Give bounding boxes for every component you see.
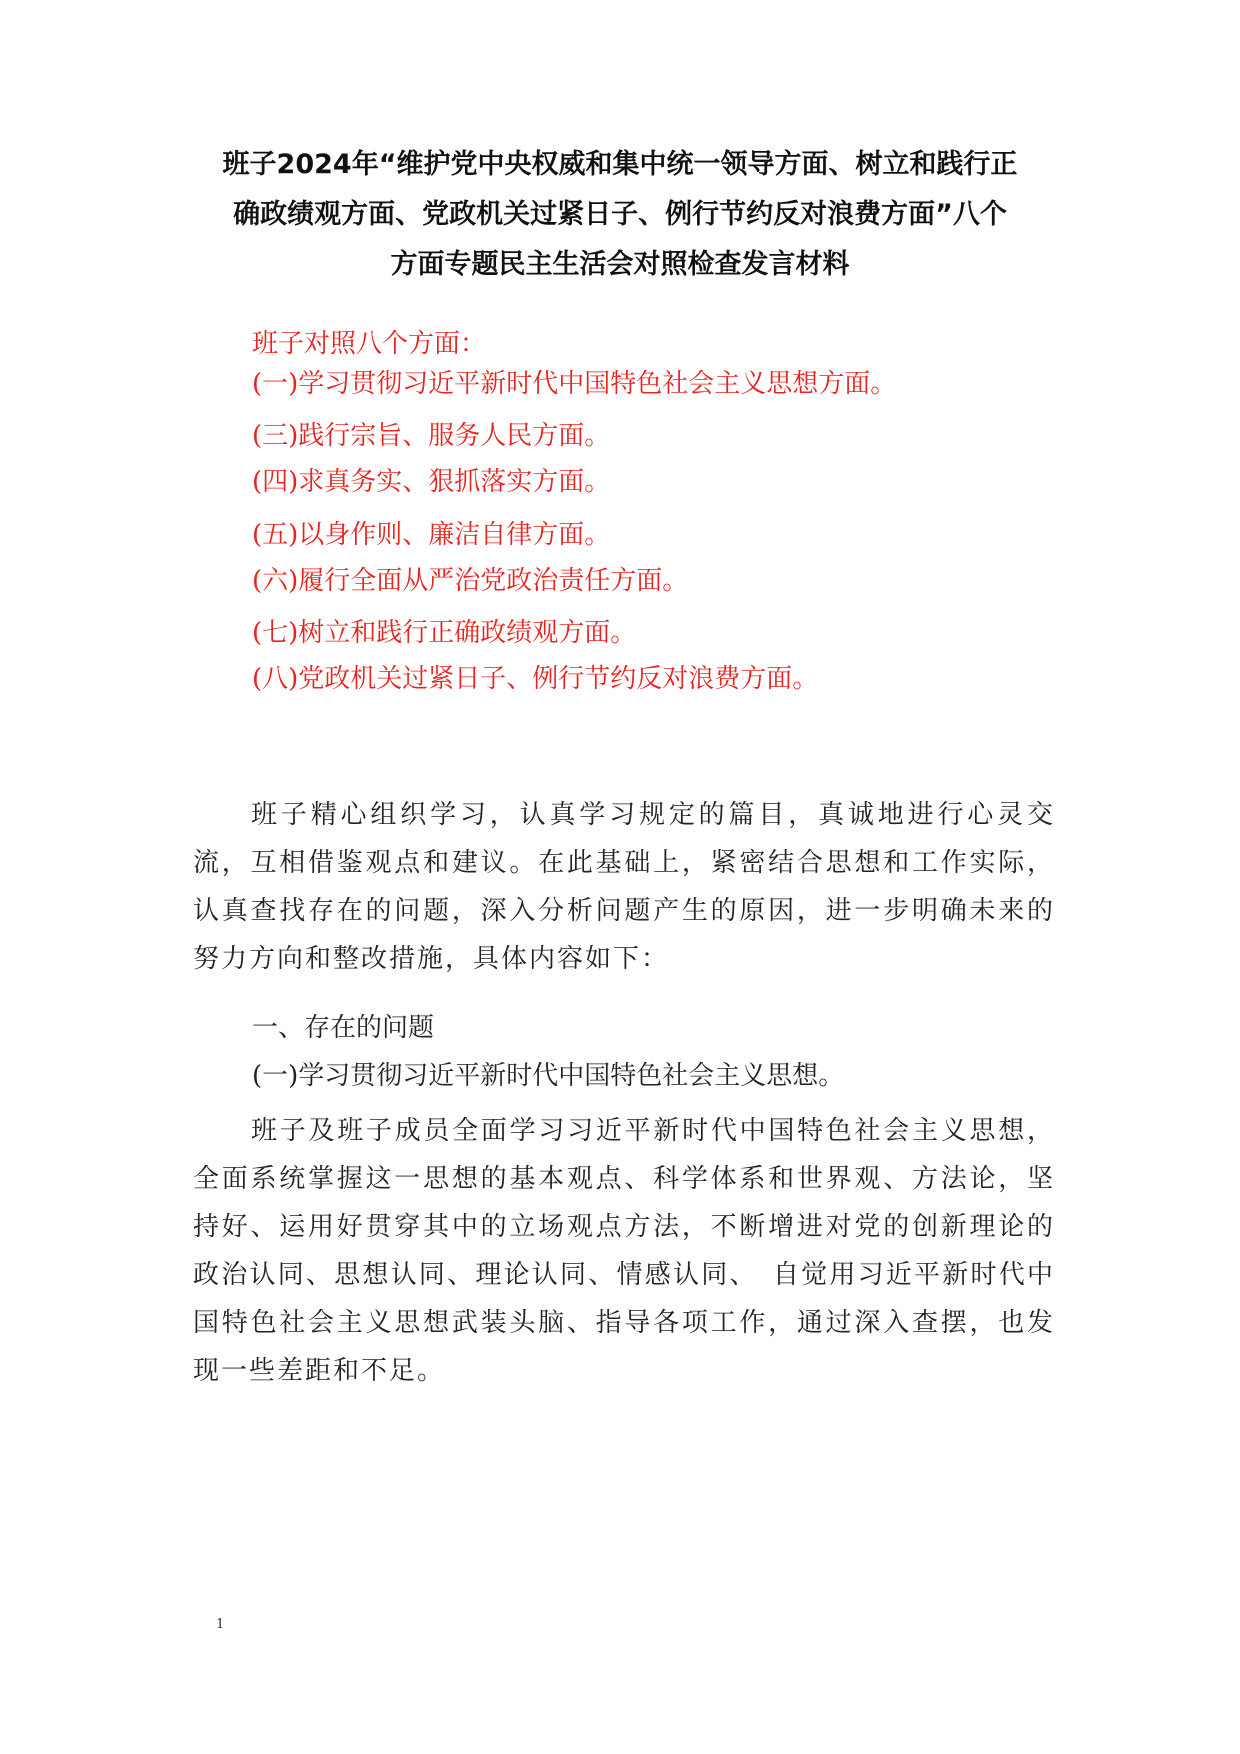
- intro-paragraph: 班子精心组织学习，认真学习规定的篇目，真诚地进行心灵交流，互相借鉴观点和建议。在此基础上，紧密结合思想和工作实际，认真查找存在的问题，深入分析问题产生的原因，进一步明确未来的努力方向和整改措施，具体内容如下：: [193, 800, 1055, 974]
- document-title: [150, 140, 1090, 290]
- aspect-item: (六)履行全面从严治党政治责任方面。: [252, 566, 689, 596]
- aspect-item: (四)求真务实、狠抓落实方面。: [252, 467, 611, 497]
- aspect-item: (七)树立和践行正确政绩观方面。: [252, 618, 637, 648]
- aspects-intro: 班子对照八个方面：: [252, 329, 487, 359]
- title-line: 方面专题民主生活会对照检查发言材料: [390, 249, 850, 280]
- page-number: 1: [216, 1617, 225, 1632]
- title-line: 确政绩观方面、党政机关过紧日子、例行节约反对浪费方面”八个: [233, 199, 1007, 230]
- subsection-heading: (一)学习贯彻习近平新时代中国特色社会主义思想。: [252, 1061, 845, 1091]
- section-heading: 一、存在的问题: [252, 1013, 435, 1043]
- body-paragraph: 班子及班子成员全面学习习近平新时代中国特色社会主义思想，全面系统掌握这一思想的基本观点、科学体系和世界观、方法论，坚持好、运用好贯穿其中的立场观点方法，不断增进对党的创新理论的政治认同、思想认同、理论认同、情感认同、 自觉用习近平新时代中国特色社会主义思想武装头脑、指导各项工作，通过深入查摆，也发现一些差距和不足。: [193, 1116, 1055, 1386]
- title-line: 班子2024年“维护党中央权威和集中统一领导方面、树立和践行正: [222, 149, 1018, 180]
- aspect-item: (五)以身作则、廉洁自律方面。: [252, 520, 611, 550]
- aspect-item: (一)学习贯彻习近平新时代中国特色社会主义思想方面。: [252, 369, 897, 399]
- aspect-item: (八)党政机关过紧日子、例行节约反对浪费方面。: [252, 664, 819, 694]
- intro-paragraph-block: [193, 791, 1055, 983]
- body-paragraph-block: [193, 1107, 1055, 1395]
- aspect-item: (三)践行宗旨、服务人民方面。: [252, 421, 611, 451]
